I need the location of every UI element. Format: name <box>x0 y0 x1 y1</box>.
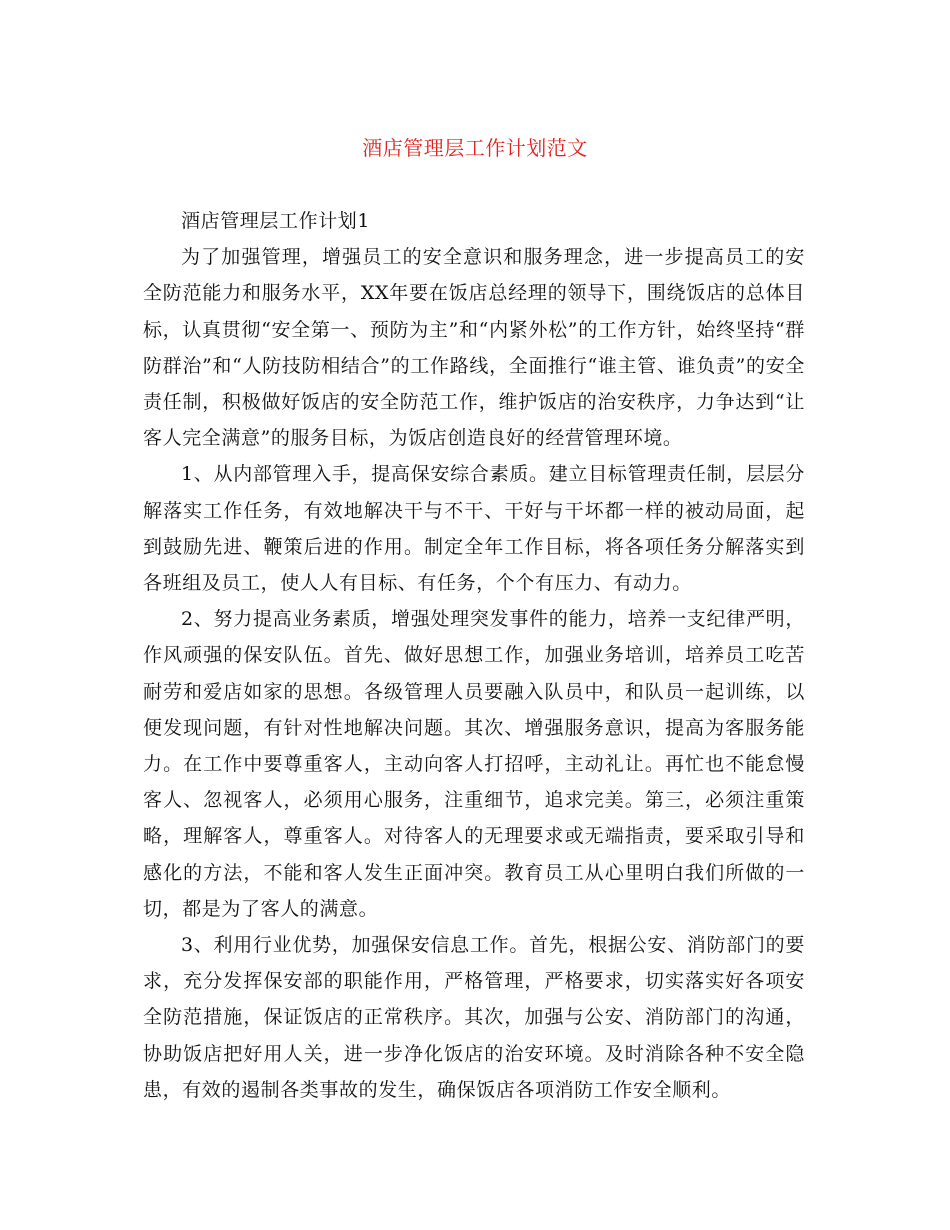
document-body <box>143 203 805 1108</box>
section-heading: 酒店管理层工作计划1 <box>181 210 371 232</box>
paragraph-item-1: 1、从内部管理入手，提高保安综合素质。建立目标管理责任制，层层分解落实工作任务，有效地解决干与不干、干好与干坏都一样的被动局面，起到鼓励先进、鞭策后进的作用。制定全年工作目标，将各项任务分解落实到各班组及员工，使人人有目标、有任务，个个有压力、有动力。 <box>143 463 805 595</box>
paragraph-intro: 为了加强管理，增强员工的安全意识和服务理念，进一步提高员工的安全防范能力和服务水平，XX年要在饭店总经理的领导下，围绕饭店的总体目标，认真贯彻“安全第一、预防为主”和“内紧外松”的工作方针，始终坚持“群防群治”和“人防技防相结合”的工作路线，全面推行“谁主管、谁负责”的安全责任制，积极做好饭店的安全防范工作，维护饭店的治安秩序，力争达到“让客人完全满意”的服务目标，为饭店创造良好的经营管理环境。 <box>143 246 805 450</box>
paragraph-item-2: 2、努力提高业务素质，增强处理突发事件的能力，培养一支纪律严明，作风顽强的保安队伍。首先、做好思想工作，加强业务培训，培养员工吃苦耐劳和爱店如家的思想。各级管理人员要融入队员中，和队员一起训练，以便发现问题，有针对性地解决问题。其次、增强服务意识，提高为客服务能力。在工作中要尊重客人，主动向客人打招呼，主动礼让。再忙也不能怠慢客人、忽视客人，必须用心服务，注重细节，追求完美。第三，必须注重策略，理解客人，尊重客人。对待客人的无理要求或无端指责，要采取引导和感化的方法，不能和客人发生正面冲突。教育员工从心里明白我们所做的一切，都是为了客人的满意。 <box>143 608 805 920</box>
paragraph-item-3: 3、利用行业优势，加强保安信息工作。首先，根据公安、消防部门的要求，充分发挥保安部的职能作用，严格管理，严格要求，切实落实好各项安全防范措施，保证饭店的正常秩序。其次，加强与公安、消防部门的沟通，协助饭店把好用人关，进一步净化饭店的治安环境。及时消除各种不安全隐患，有效的遏制各类事故的发生，确保饭店各项消防工作安全顺利。 <box>143 934 805 1101</box>
document-title: 酒店管理层工作计划范文 <box>362 136 588 160</box>
